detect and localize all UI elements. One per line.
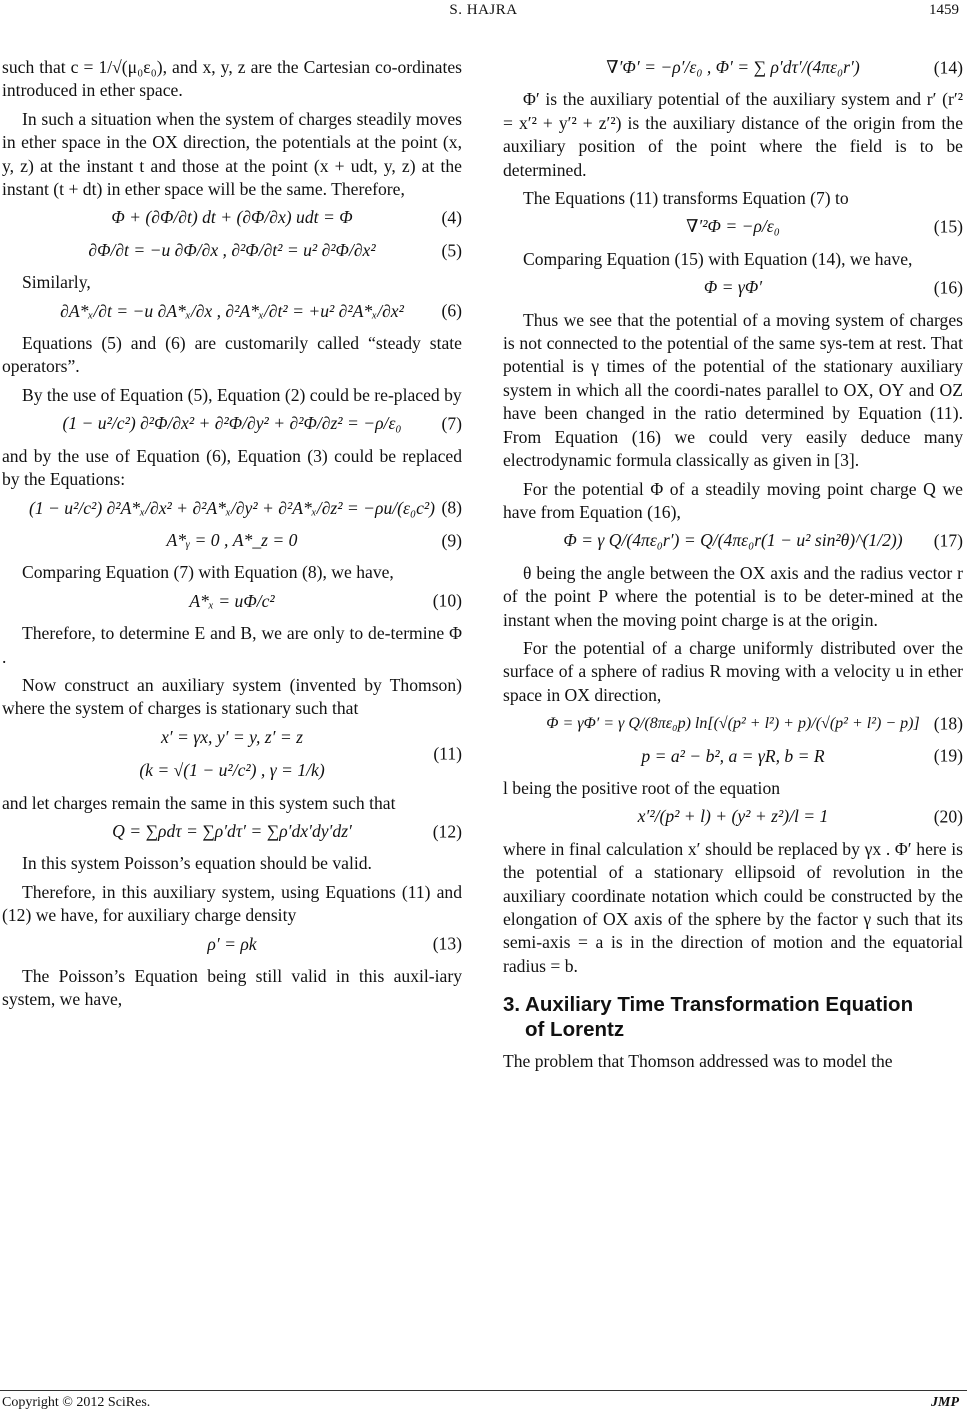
paragraph: and by the use of Equation (6), Equation (3) could be replaced by the Equations: — [2, 445, 462, 490]
paragraph: The problem that Thomson addressed was to model the — [503, 1051, 893, 1072]
equation-number: (7) — [441, 413, 462, 434]
equation-number: (20) — [933, 806, 963, 827]
paragraph: Therefore, in this auxiliary system, using Equations (11) and (12) we have, for auxiliary charge density — [2, 881, 462, 926]
equation-11 — [2, 726, 462, 783]
equation-body: Φ = γΦ′ = γ Q/(8πε₀p) ln[(√(p² + l²) + p)/(√(p² + l²) − p)] — [546, 715, 920, 733]
paragraph: θ being the angle between the OX axis and the radius vector r of the point P where the potential is to be deter-mined at the instant when the moving point charge is at the origin. — [503, 562, 963, 630]
equation-19 — [503, 745, 963, 768]
equation-number: (14) — [933, 57, 963, 77]
equation-body: Φ = γΦ′ — [703, 277, 763, 298]
equation-12 — [2, 820, 462, 843]
paragraph: Comparing Equation (7) with Equation (8), we have, — [22, 562, 394, 583]
equation-14 — [503, 56, 963, 79]
equation-body: A*ₓ = uΦ/c² — [189, 590, 275, 611]
equation-body: ρ′ = ρk — [207, 933, 257, 954]
equation-10 — [2, 590, 462, 613]
footer-journal: JMP — [931, 1395, 959, 1410]
paragraph: In such a situation when the system of charges steadily moves in ether space in the OX direction, the potentials at the point (x, y, z) at the instant t and those at the point (x + udt, y, z) at the instant (t + dt) in ether space will be the same. Therefore, — [2, 108, 462, 200]
section-heading — [503, 992, 963, 1042]
equation-number: (6) — [441, 300, 462, 321]
equation-number: (9) — [441, 529, 462, 550]
paragraph: Comparing Equation (15) with Equation (14), we have, — [523, 248, 913, 269]
equation-number: (19) — [933, 745, 963, 766]
equation-number: (5) — [441, 239, 462, 260]
paragraph: Therefore, to determine E and B, we are only to de-termine Φ . — [2, 623, 462, 667]
equation-body: (1 − u²/c²) ∂²Φ/∂x² + ∂²Φ/∂y² + ∂²Φ/∂z² = −ρ/ε₀ — [62, 413, 402, 434]
equation-body: ∂Φ/∂t = −u ∂Φ/∂x , ∂²Φ/∂t² = u² ∂²Φ/∂x² — [88, 239, 376, 260]
equation-body: ∂A*ₓ/∂t = −u ∂A*ₓ/∂x , ∂²A*ₓ/∂t² = +u² ∂²A*ₓ/∂x² — [60, 300, 404, 321]
paragraph: By the use of Equation (5), Equation (2) could be re-placed by — [22, 384, 462, 405]
equation-number: (4) — [441, 207, 462, 228]
paragraph: such that c = 1/√(μ₀ε₀), and x, y, z are the Cartesian co-ordinates introduced in ether space. — [2, 57, 462, 101]
equation-9 — [2, 529, 462, 552]
paragraph: and let charges remain the same in this system such that — [2, 792, 396, 813]
equation-number: (10) — [432, 590, 462, 611]
equation-number: (15) — [933, 216, 963, 237]
left-column — [2, 56, 462, 1017]
equation-number: (12) — [432, 820, 462, 841]
equation-body: A*ᵧ = 0 , A*_z = 0 — [166, 529, 298, 550]
paragraph: Now construct an auxiliary system (invented by Thomson) where the system of charges is stationary such that — [2, 674, 462, 719]
equation-number: (8) — [441, 497, 462, 518]
equation-15 — [503, 215, 963, 238]
paragraph: For the potential Φ of a steadily moving point charge Q we have from Equation (16), — [503, 478, 963, 522]
equation-13 — [2, 933, 462, 956]
equation-body: ∇′Φ′ = −ρ′/ε₀ , Φ′ = ∑ ρ′dτ′/(4πε₀r′) — [606, 57, 860, 77]
page-number: 1459 — [929, 2, 959, 18]
paragraph: Thus we see that the potential of a moving system of charges is not connected to the potential of the same sys-tem at rest. That potential is γ times of the potential of the stationary auxiliary system in which all the coordi-nates parallel to OX, OY and OZ have been changed in the ratio determined by Equation (11). From Equation (16) we could very easily deduce many electrodynamic formula classically as given in [3]. — [503, 309, 963, 471]
equation-body: x′ = γx, y′ = y, z′ = z — [160, 726, 304, 747]
equation-number: (18) — [933, 713, 963, 734]
paragraph: The Poisson’s Equation being still valid in this auxil-iary system, we have, — [2, 966, 462, 1010]
equation-body: Φ + (∂Φ/∂t) dt + (∂Φ/∂x) udt = Φ — [111, 207, 353, 228]
equation-body: Q = ∑ρdτ = ∑ρ′dτ′ = ∑ρ′dx′dy′dz′ — [112, 820, 352, 841]
equation-7 — [2, 412, 462, 435]
equation-body: ∇′²Φ = −ρ/ε₀ — [686, 216, 780, 237]
equation-number: (11) — [433, 743, 462, 764]
equation-body: (1 − u²/c²) ∂²A*ₓ/∂x² + ∂²A*ₓ/∂y² + ∂²A*ₓ/∂z² = −ρu/(ε₀c²) — [28, 497, 436, 518]
equation-4 — [2, 206, 462, 229]
equation-number: (13) — [432, 933, 462, 954]
equation-body: Φ = γ Q/(4πε₀r′) = Q/(4πε₀r(1 − u² sin²θ)^(1/2)) — [563, 530, 903, 551]
equation-16 — [503, 276, 963, 299]
paragraph: Equations (5) and (6) are customarily called “steady state operators”. — [2, 333, 462, 377]
equation-body: x′²/(p² + l) + (y² + z²)/l = 1 — [637, 806, 829, 827]
footer-divider — [0, 1390, 967, 1391]
footer-copyright: Copyright © 2012 SciRes. — [2, 1395, 151, 1410]
equation-body: (k = √(1 − u²/c²) , γ = 1/k) — [139, 760, 325, 781]
paragraph: where in final calculation x′ should be replaced by γx . Φ′ here is the potential of a stationary ellipsoid of revolution in the auxiliary coordinate notation which could be constructed by the elongation of OX axis of the sphere by the factor γ such that its semi-axis = a is in the direction of motion and the equatorial radius = b. — [503, 838, 963, 976]
right-column — [503, 56, 963, 1079]
equation-5 — [2, 239, 462, 262]
equation-17 — [503, 529, 963, 552]
paragraph: For the potential of a charge uniformly distributed over the surface of a sphere of radius R moving with a velocity u in ether space in OX direction, — [503, 637, 963, 705]
paragraph: Φ′ is the auxiliary potential of the auxiliary system and r′ (r′² = x′² + y′² + z′²) is the auxiliary distance of the origin from the auxiliary position of the point where the field is to be determined. — [503, 89, 963, 180]
paragraph: Similarly, — [22, 272, 91, 293]
paragraph: l being the positive root of the equation — [503, 777, 781, 798]
equation-number: (17) — [933, 530, 963, 551]
equation-20 — [503, 805, 963, 828]
running-header-author: S. HAJRA — [449, 2, 518, 18]
equation-body: p = a² − b², a = γR, b = R — [641, 745, 825, 766]
section-heading-line1: 3. Auxiliary Time Transformation Equation — [503, 993, 914, 1017]
equation-number: (16) — [933, 277, 963, 298]
equation-8 — [2, 497, 462, 520]
equation-18 — [503, 712, 963, 735]
section-heading-line2: of Lorentz — [525, 1018, 625, 1042]
paragraph: In this system Poisson’s equation should be valid. — [22, 853, 372, 874]
equation-6 — [2, 300, 462, 323]
paragraph: The Equations (11) transforms Equation (7) to — [523, 188, 849, 209]
